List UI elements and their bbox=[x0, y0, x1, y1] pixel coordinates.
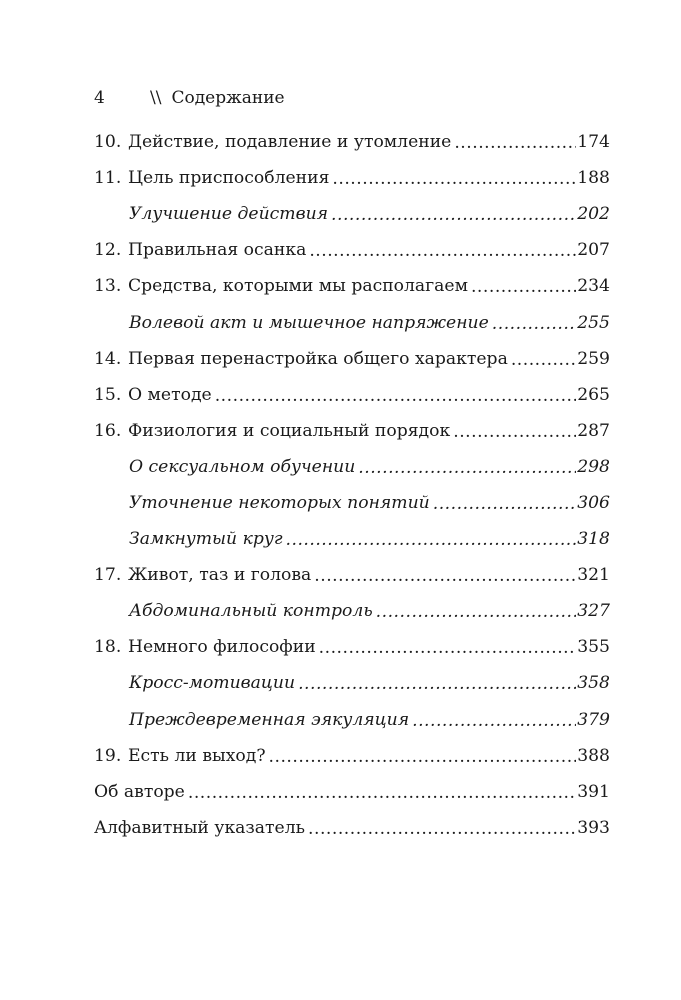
entry-title: Замкнутый круг bbox=[129, 529, 283, 550]
entry-title: Средства, которыми мы располагаем bbox=[128, 276, 468, 297]
dot-leader bbox=[215, 386, 576, 406]
entry-title: Первая перенастройка общего характера bbox=[128, 348, 508, 369]
entry-page-number: 259 bbox=[577, 348, 610, 369]
entry-page-number: 393 bbox=[577, 817, 610, 838]
dot-leader bbox=[188, 783, 576, 803]
toc-entry bbox=[94, 377, 610, 413]
dot-leader bbox=[454, 133, 576, 153]
entry-page-number: 318 bbox=[577, 529, 610, 550]
entry-page-number: 391 bbox=[577, 781, 610, 802]
entry-title: Алфавитный указатель bbox=[94, 817, 306, 838]
dot-leader bbox=[314, 566, 576, 586]
entry-page-number: 355 bbox=[577, 637, 610, 658]
toc-subentry bbox=[94, 304, 610, 340]
entry-title: Преждевременная эякуляция bbox=[129, 709, 410, 730]
chapter-number: 19. bbox=[94, 745, 122, 766]
entry-title: Кросс-мотивации bbox=[129, 673, 296, 694]
chapter-number: 17. bbox=[94, 565, 122, 586]
dot-leader bbox=[453, 422, 576, 442]
entry-title: Улучшение действия bbox=[129, 204, 329, 225]
running-header bbox=[94, 86, 285, 110]
entry-title: Цель приспособления bbox=[128, 168, 330, 189]
toc-entry bbox=[94, 232, 610, 268]
entry-page-number: 174 bbox=[577, 132, 610, 153]
chapter-number: 15. bbox=[94, 384, 122, 405]
toc-entry bbox=[94, 413, 610, 449]
entry-title: О методе bbox=[128, 384, 212, 405]
dot-leader bbox=[308, 819, 576, 839]
chapter-number: 11. bbox=[94, 168, 122, 189]
dot-leader bbox=[433, 494, 576, 514]
dot-leader bbox=[358, 458, 576, 478]
entry-page-number: 188 bbox=[577, 168, 610, 189]
header-title: Содержание bbox=[171, 88, 285, 108]
entry-title: Правильная осанка bbox=[128, 240, 307, 261]
dot-leader bbox=[319, 638, 577, 658]
toc-subentry bbox=[94, 485, 610, 521]
entry-title: Волевой акт и мышечное напряжение bbox=[129, 312, 489, 333]
chapter-number: 14. bbox=[94, 348, 122, 369]
dot-leader bbox=[269, 747, 577, 767]
entry-page-number: 327 bbox=[577, 601, 610, 622]
entry-page-number: 265 bbox=[577, 384, 610, 405]
entry-page-number: 207 bbox=[577, 240, 610, 261]
dot-leader bbox=[492, 314, 576, 334]
header-separator: \\ bbox=[150, 88, 162, 108]
chapter-number: 16. bbox=[94, 420, 122, 441]
entry-page-number: 202 bbox=[577, 204, 610, 225]
entry-title: Уточнение некоторых понятий bbox=[129, 492, 430, 513]
entry-page-number: 321 bbox=[577, 565, 610, 586]
entry-page-number: 287 bbox=[577, 420, 610, 441]
entry-page-number: 234 bbox=[577, 276, 610, 297]
dot-leader bbox=[471, 277, 576, 297]
entry-title: Живот, таз и голова bbox=[128, 565, 312, 586]
chapter-number: 12. bbox=[94, 240, 122, 261]
entry-page-number: 388 bbox=[577, 745, 610, 766]
toc-subentry bbox=[94, 196, 610, 232]
entry-title: О сексуальном обучении bbox=[129, 456, 356, 477]
dot-leader bbox=[286, 530, 577, 550]
toc-entry bbox=[94, 738, 610, 774]
entry-title: Об авторе bbox=[94, 781, 185, 802]
page-number: 4 bbox=[94, 88, 105, 108]
toc-subentry bbox=[94, 665, 610, 701]
entry-title: Абдоминальный контроль bbox=[129, 601, 373, 622]
toc-entry bbox=[94, 160, 610, 196]
toc-entry bbox=[94, 629, 610, 665]
table-of-contents bbox=[94, 124, 610, 846]
chapter-number: 13. bbox=[94, 276, 122, 297]
toc-entry bbox=[94, 810, 610, 846]
chapter-number: 18. bbox=[94, 637, 122, 658]
entry-title: Физиология и социальный порядок bbox=[128, 420, 451, 441]
toc-entry bbox=[94, 557, 610, 593]
entry-page-number: 306 bbox=[577, 492, 610, 513]
entry-title: Действие, подавление и утомление bbox=[128, 132, 452, 153]
chapter-number: 10. bbox=[94, 132, 122, 153]
toc-subentry bbox=[94, 593, 610, 629]
dot-leader bbox=[332, 169, 576, 189]
entry-page-number: 379 bbox=[577, 709, 610, 730]
dot-leader bbox=[331, 205, 576, 225]
entry-page-number: 358 bbox=[577, 673, 610, 694]
dot-leader bbox=[412, 711, 576, 731]
entry-page-number: 255 bbox=[577, 312, 610, 333]
entry-page-number: 298 bbox=[577, 456, 610, 477]
toc-subentry bbox=[94, 702, 610, 738]
toc-subentry bbox=[94, 449, 610, 485]
dot-leader bbox=[376, 602, 577, 622]
dot-leader bbox=[309, 241, 576, 261]
dot-leader bbox=[298, 674, 576, 694]
toc-entry bbox=[94, 341, 610, 377]
toc-entry bbox=[94, 774, 610, 810]
toc-subentry bbox=[94, 521, 610, 557]
toc-entry bbox=[94, 268, 610, 304]
entry-title: Немного философии bbox=[128, 637, 316, 658]
dot-leader bbox=[511, 350, 576, 370]
toc-entry bbox=[94, 124, 610, 160]
entry-title: Есть ли выход? bbox=[128, 745, 266, 766]
